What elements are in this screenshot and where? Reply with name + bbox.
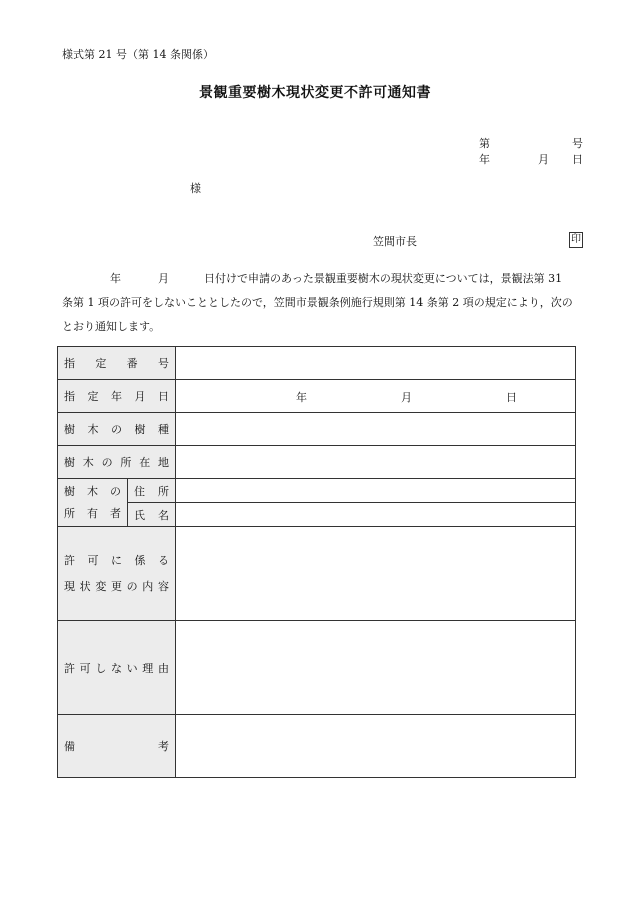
label-char: 変	[95, 579, 107, 593]
row-tree-species	[58, 413, 576, 446]
label-char: 許	[64, 553, 75, 567]
label-char: 更	[110, 579, 122, 593]
recipient-honorific: 様	[190, 182, 201, 195]
label-char: 名	[158, 508, 169, 522]
value-remarks[interactable]	[176, 715, 576, 778]
row-owner-address	[58, 479, 576, 503]
label-char: 号	[157, 357, 169, 370]
issue-date-month: 月	[538, 153, 549, 166]
label-char: 樹	[64, 484, 75, 498]
label-char: 指	[64, 357, 75, 370]
body-line-2: 条第 1 項の許可をしないこととしたので，笠間市景観条例施行規則第 14 条第 2 項の規定により，次の	[62, 296, 573, 309]
label-char: 係	[134, 553, 146, 567]
label-char: 所	[120, 456, 132, 469]
label-char: 許	[64, 661, 75, 675]
label-char: 地	[157, 456, 169, 469]
label-char: に	[111, 553, 122, 567]
label-tree-owner	[58, 479, 128, 527]
seal-mark: 印	[569, 232, 583, 248]
label-owner-name	[128, 503, 176, 527]
label-char: 指	[64, 390, 75, 403]
designation-date-day: 日	[506, 391, 517, 404]
row-remarks	[58, 715, 576, 778]
row-tree-location	[58, 446, 576, 479]
label-char: 内	[142, 579, 154, 593]
label-char: 月	[134, 390, 146, 403]
label-tree-location	[58, 446, 176, 479]
label-designation-date	[58, 380, 176, 413]
label-char: の	[110, 484, 121, 498]
label-char: 所	[158, 484, 169, 498]
label-owner-address	[128, 479, 176, 503]
row-designation-number	[58, 347, 576, 380]
label-char: 可	[79, 661, 91, 675]
label-char: の	[101, 456, 113, 469]
doc-number-prefix: 第	[479, 137, 490, 150]
label-char: 備	[64, 740, 75, 753]
label-char: 樹	[64, 456, 75, 469]
designation-date-month: 月	[401, 391, 412, 404]
value-owner-address[interactable]	[176, 479, 576, 503]
issue-date-day: 日	[572, 153, 583, 166]
label-char: 者	[110, 506, 121, 520]
row-designation-date	[58, 380, 576, 413]
label-tree-species	[58, 413, 176, 446]
issuer-name: 笠間市長	[373, 235, 417, 248]
label-char: 樹	[134, 423, 146, 436]
details-table	[57, 346, 576, 778]
value-designation-number[interactable]	[176, 347, 576, 380]
label-char: 年	[111, 390, 122, 403]
label-char: 所	[64, 506, 75, 520]
label-char: 木	[87, 484, 98, 498]
body-year: 年	[110, 272, 121, 285]
label-char: る	[158, 553, 169, 567]
label-char: 容	[157, 579, 169, 593]
value-tree-location[interactable]	[176, 446, 576, 479]
label-change-content	[58, 527, 176, 621]
issue-date-year: 年	[479, 153, 490, 166]
label-denial-reason	[58, 621, 176, 715]
row-owner-name	[58, 503, 576, 527]
label-char: な	[110, 661, 122, 675]
label-char: 可	[87, 553, 99, 567]
label-char: 状	[79, 579, 91, 593]
value-tree-species[interactable]	[176, 413, 576, 446]
label-char: 種	[158, 423, 169, 436]
label-designation-number	[58, 347, 176, 380]
value-denial-reason[interactable]	[176, 621, 576, 715]
document-title: 景観重要樹木現状変更不許可通知書	[199, 85, 431, 101]
label-char: し	[95, 661, 107, 675]
label-char: 由	[157, 661, 169, 675]
label-char: い	[126, 661, 138, 675]
label-char: 日	[158, 390, 169, 403]
form-number: 様式第 21 号（第 14 条関係）	[62, 48, 214, 61]
body-month: 月	[158, 272, 169, 285]
value-designation-date[interactable]	[176, 380, 576, 413]
body-line-3: とおり通知します。	[62, 320, 161, 333]
label-char: 有	[87, 506, 98, 520]
body-line-1-text: 日付けで申請のあった景観重要樹木の現状変更については，景観法第 31	[204, 272, 563, 285]
label-char: 木	[82, 456, 94, 469]
label-char: 氏	[134, 508, 145, 522]
label-char: 在	[139, 456, 151, 469]
label-char: 理	[142, 661, 154, 675]
value-owner-name[interactable]	[176, 503, 576, 527]
label-remarks	[58, 715, 176, 778]
label-char: 樹	[64, 423, 75, 436]
label-char: 番	[126, 357, 138, 370]
label-char: 現	[64, 579, 75, 593]
label-char: 住	[134, 484, 145, 498]
label-char: 木	[87, 423, 99, 436]
value-change-content[interactable]	[176, 527, 576, 621]
row-change-content	[58, 527, 576, 621]
row-denial-reason	[58, 621, 576, 715]
label-char: 定	[87, 390, 99, 403]
designation-date-year: 年	[296, 391, 307, 404]
label-char: 考	[158, 740, 169, 753]
label-char: の	[126, 579, 138, 593]
label-char: 定	[95, 357, 107, 370]
label-char: の	[111, 423, 122, 436]
doc-number-suffix: 号	[572, 137, 583, 150]
